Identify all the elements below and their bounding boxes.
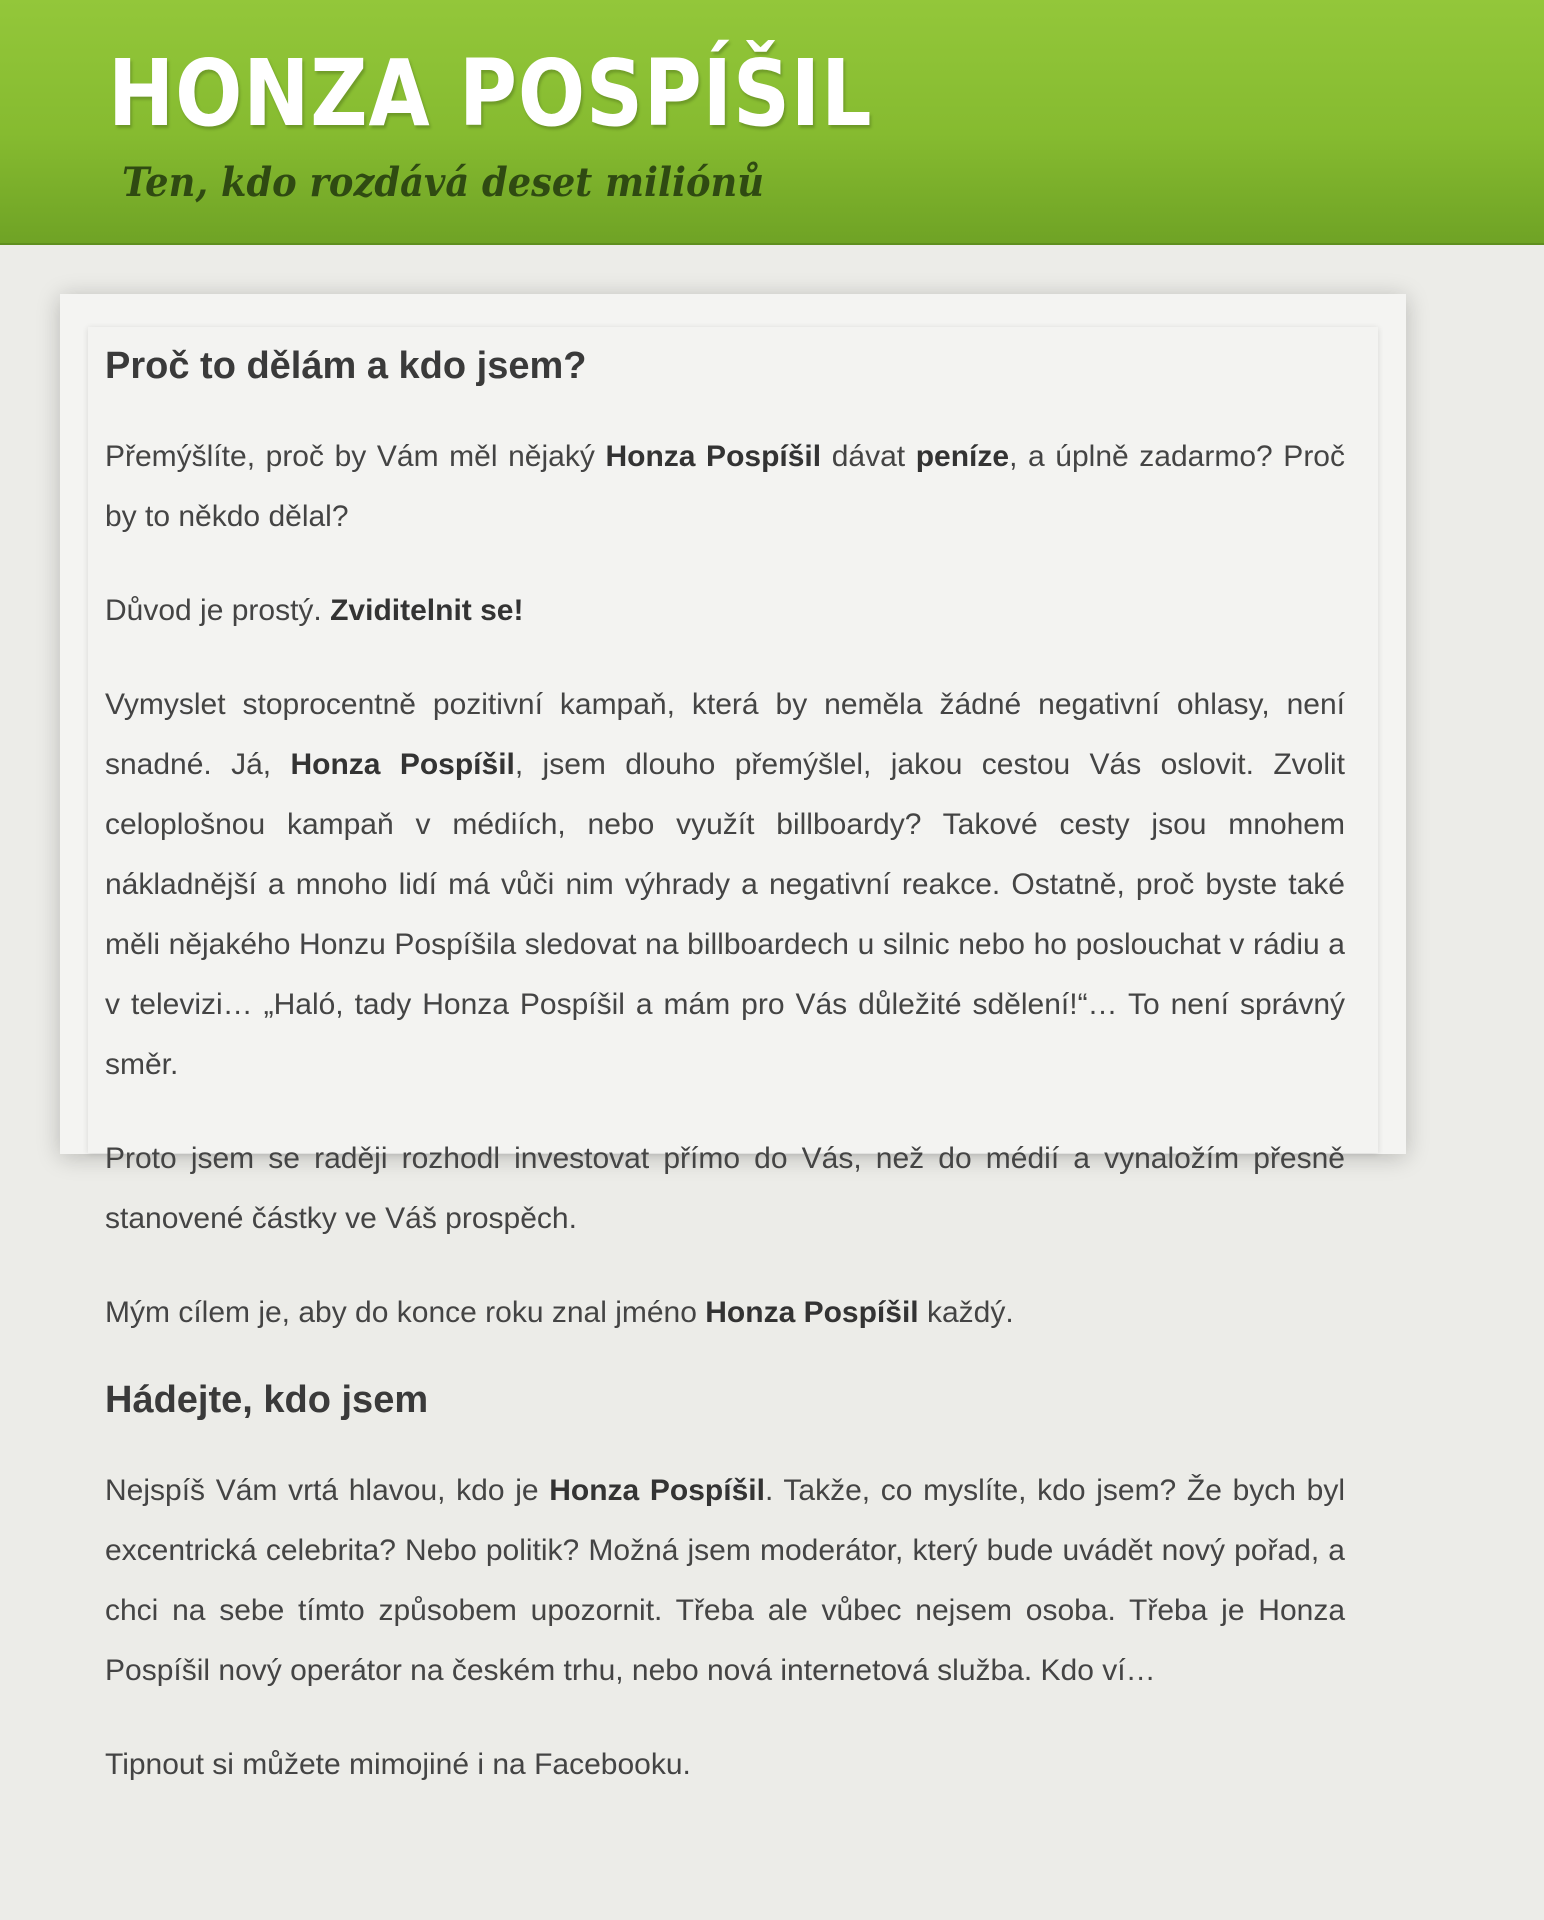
paragraph-goal xyxy=(105,1283,1345,1343)
text: , a úplně zadarmo? Proč by to někdo dělal? xyxy=(105,440,1345,533)
site-tagline: Ten, kdo rozdává deset miliónů xyxy=(122,159,765,206)
text: Vymyslet stoprocentně pozitivní kampaň, která by neměla žádné negativní ohlasy, není snadné. Já, xyxy=(105,688,1345,781)
bold-name: Honza Pospíšil xyxy=(549,1474,765,1507)
article-heading-why: Proč to dělám a kdo jsem? xyxy=(105,345,587,387)
text: dávat xyxy=(821,440,916,473)
text: . Takže, co myslíte, kdo jsem? Že bych byl excentrická celebrita? Nebo politik? Možná jsem moderátor, který bude uvádět nový pořad, a chci na sebe tímto způsobem upozornit. Třeba ale vůbec nejsem osoba. Třeba je Honza Pospíšil nový operátor na českém trhu, nebo nová internetová služba. Kdo ví… xyxy=(105,1474,1345,1687)
text: Přemýšlíte, proč by Vám měl nějaký xyxy=(105,440,606,473)
text: každý. xyxy=(918,1296,1014,1329)
paragraph-campaign xyxy=(105,675,1345,1095)
bold-name: Honza Pospíšil xyxy=(290,748,515,781)
text: Důvod je prostý. xyxy=(105,594,331,627)
paragraph-guess xyxy=(105,1461,1345,1701)
site-header xyxy=(0,0,1544,245)
site-title[interactable]: HONZA POSPÍŠIL xyxy=(108,40,873,147)
bold-reason: Zviditelnit se! xyxy=(330,594,524,627)
paragraph-invest: Proto jsem se raději rozhodl investovat přímo do Vás, než do médií a vynaložím přesně stanovené částky ve Váš prospěch. xyxy=(105,1142,1345,1235)
paragraph-facebook: Tipnout si můžete mimojiné i na Facebooku. xyxy=(105,1748,691,1781)
text: Nejspíš Vám vrtá hlavou, kdo je xyxy=(105,1474,550,1507)
paragraph-reason xyxy=(105,581,1345,641)
article-heading-guess: Hádejte, kdo jsem xyxy=(105,1379,429,1421)
text: Mým cílem je, aby do konce roku znal jméno xyxy=(105,1296,706,1329)
bold-name: Honza Pospíšil xyxy=(705,1296,919,1329)
article xyxy=(105,335,1345,1795)
text: , jsem dlouho přemýšlel, jakou cestou Vás oslovit. Zvolit celoplošnou kampaň v médiích, nebo využít billboardy? Takové cesty jsou mnohem nákladnější a mnoho lidí má vůči nim výhrady a negativní reakce. Ostatně, proč byste také měli nějakého Honzu Pospíšila sledovat na billboardech u silnic nebo ho poslouchat v rádiu a v televizi… „Haló, tady Honza Pospíšil a mám pro Vás důležité sdělení!“… To není správný směr. xyxy=(105,748,1345,1081)
paragraph-intro xyxy=(105,427,1345,547)
bold-name: Honza Pospíšil xyxy=(605,440,822,473)
bold-money: peníze xyxy=(915,440,1010,473)
